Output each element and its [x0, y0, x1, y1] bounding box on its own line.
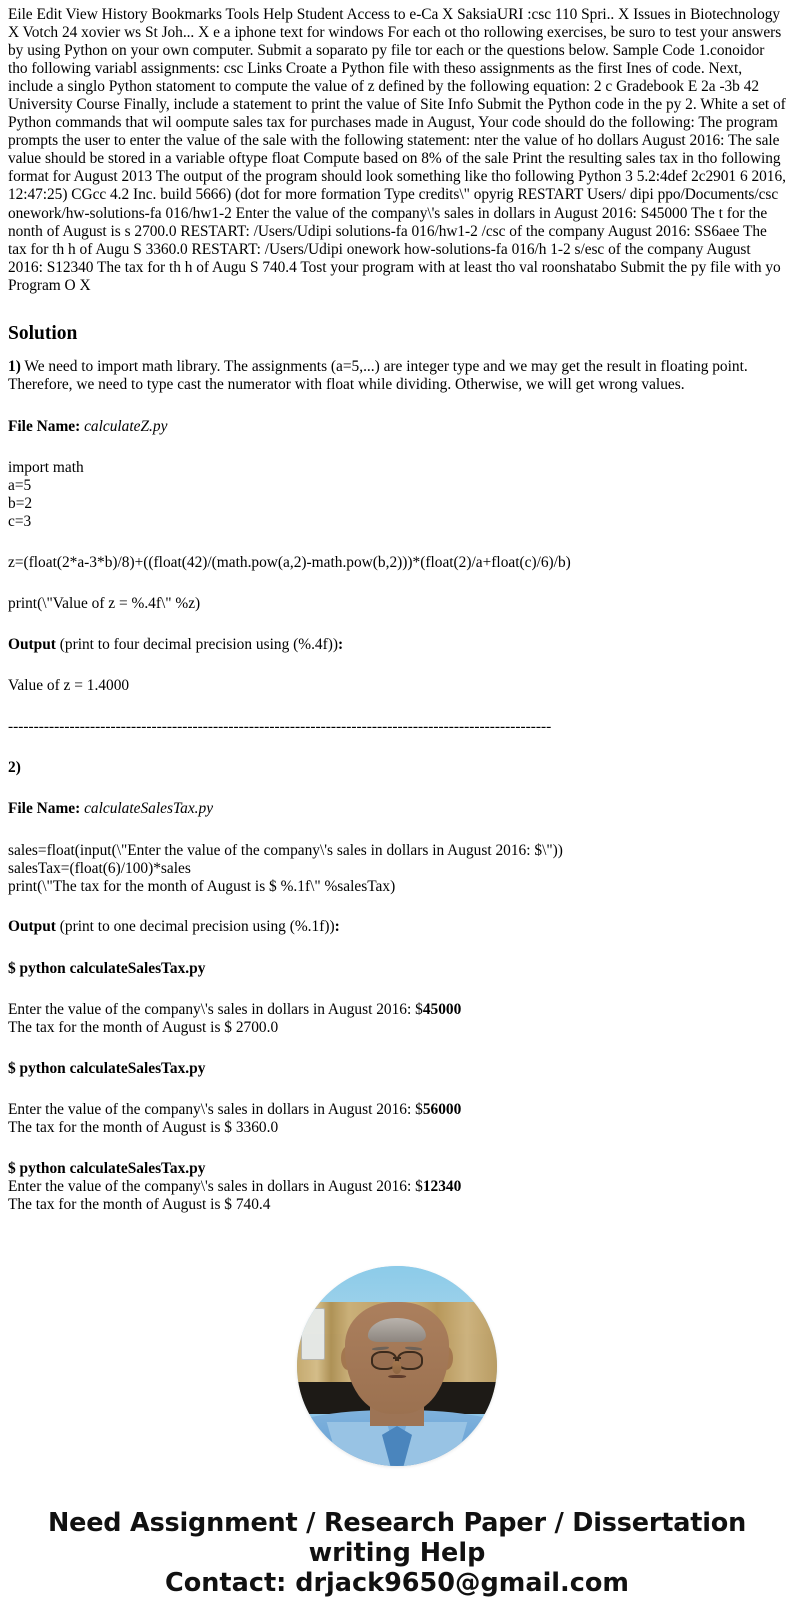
terminal-prompt-line	[8, 1178, 786, 1196]
part2-file-name: calculateSalesTax.py	[84, 800, 214, 818]
terminal-prompt-text: Enter the value of the company\'s sales in dollars in August 2016: $	[8, 1001, 423, 1019]
part2-output-header	[8, 918, 786, 936]
part1-code-block	[8, 459, 786, 531]
spacer	[8, 1037, 786, 1060]
assignment-prompt-text: Eile Edit View History Bookmarks Tools Help Student Access to e-Ca X SaksiaURI :csc 110 Spri.. X Issues in Biotechnology X Votch 24 xovier ws St Joh... X e a iphone text for windows For each ot tho rollowing exercises, be suro to test your answers by using Python on your own computer. Submit a soparato py file tor each or the questions below. Sample Code 1.conoidor tho following variabl assignments: csc Links Croate a Python file with theso assignments as the first Ines of code. Next, include a singlo Python statoment to compute the value of z defined by the following equation: 2 c Gradebook E 2a -3b 42 University Course Finally, include a statement to print the value of Site Info Submit the Python code in the py 2. White a set of Python commands that wil oompute sales tax for purchases made in August, Your code should do the following: The program prompts the user to enter the value of the sale with the following statement: nter the value of ho dollars August 2016: The sale value should be stored in a variable oftype float Compute based on 8% of the sale Print the resulting sales tax in tho following format for August 2013 The output of the program should look something like tho following Python 3 5.2:4def 2c2901 6 2016, 12:47:25) CGcc 4.2 Inc. build 5666) (dot for more formation Type credits\" opyrig RESTART Users/ dipi ppo/Documents/csc onework/hw-solutions-fa 016/hw1-2 Enter the value of the company\'s sales in dollars in August 2016: S45000 The t for the nonth of August is s 2700.0 RESTART: /Users/Udipi solutions-fa 016/hw1-2 /csc of the company August 2016: SS6aee The tax for th h of Augu S 3360.0 RESTART: /Users/Udipi onework how-solutions-fa 016/h 1-2 s/esc of the company August 2016: S12340 The tax for th h of Augu S 740.4 Tost your program with at least tho val roonshatabo Submit the py file with yo Program O X	[8, 6, 786, 294]
code-line: a=5	[8, 476, 32, 494]
part1-code-print: print(\"Value of z = %.4f\" %z)	[8, 594, 201, 612]
part1-number: 1)	[8, 358, 21, 376]
spacer	[8, 572, 786, 595]
terminal-result-line: The tax for the month of August is $ 740.4	[8, 1196, 271, 1214]
part2-output-label: Output	[8, 918, 56, 936]
photo-hair	[368, 1318, 426, 1343]
spacer	[8, 777, 786, 800]
code-line: b=2	[8, 494, 33, 512]
part2-output-colon: :	[334, 918, 340, 936]
part1-explanation-text: We need to import math library. The assignments (a=5,...) are integer type and we may get the result in floating point. Therefore, we need to type cast the numerator with float while dividing. Otherwise, we will get wrong values.	[8, 358, 748, 394]
spacer	[8, 895, 786, 918]
part1-output-note: (print to four decimal precision using (%.4f))	[55, 635, 338, 653]
terminal-result-line: The tax for the month of August is $ 2700.0	[8, 1018, 279, 1036]
photo-eyebrow-left	[372, 1346, 389, 1351]
part2-number: 2)	[8, 759, 21, 777]
avatar-container	[8, 1266, 786, 1466]
photo-mouth	[388, 1375, 406, 1379]
terminal-command	[8, 960, 786, 978]
terminal-result-line: The tax for the month of August is $ 3360.0	[8, 1119, 279, 1137]
solution-heading: Solution	[8, 322, 78, 344]
terminal-command-text: $ python calculateSalesTax.py	[8, 1159, 206, 1177]
terminal-command	[8, 1060, 786, 1078]
code-line: import math	[8, 459, 84, 477]
spacer	[8, 395, 786, 418]
terminal-prompt-text: Enter the value of the company\'s sales in dollars in August 2016: $	[8, 1178, 423, 1196]
part1-output-header	[8, 636, 786, 654]
terminal-entered-value: 56000	[422, 1101, 462, 1119]
code-line: c=3	[8, 512, 32, 530]
part2-output-note: (print to one decimal precision using (%.1f))	[55, 918, 335, 936]
part1-output-value: Value of z = 1.4000	[8, 676, 130, 694]
footer-line-1: Need Assignment / Research Paper / Dissertation	[47, 1508, 747, 1539]
photo-face	[345, 1302, 449, 1414]
terminal-command-text: $ python calculateSalesTax.py	[8, 959, 206, 977]
spacer	[8, 937, 786, 960]
part1-file-name: calculateZ.py	[84, 417, 168, 435]
terminal-command-text: $ python calculateSalesTax.py	[8, 1059, 206, 1077]
part1-file-name-row	[8, 418, 786, 436]
spacer	[8, 654, 786, 677]
part1-explanation-paragraph	[8, 358, 786, 395]
spacer	[8, 1078, 786, 1101]
footer-call-to-action	[8, 1508, 786, 1616]
part2-file-name-row	[8, 800, 786, 818]
terminal-entered-value: 45000	[422, 1001, 462, 1019]
terminal-command	[8, 1160, 786, 1178]
terminal-prompt-text: Enter the value of the company\'s sales in dollars in August 2016: $	[8, 1101, 423, 1119]
avatar	[297, 1266, 497, 1466]
spacer	[8, 1137, 786, 1160]
code-line: salesTax=(float(6)/100)*sales	[8, 859, 191, 877]
part1-output-colon: :	[338, 635, 344, 653]
part2-file-label: File Name:	[8, 800, 81, 818]
part2-code-block	[8, 842, 786, 896]
part1-file-label: File Name:	[8, 417, 81, 435]
terminal-prompt-line	[8, 1001, 786, 1019]
spacer	[8, 819, 786, 842]
spacer	[8, 613, 786, 636]
terminal-entered-value: 12340	[422, 1178, 462, 1196]
spacer	[8, 736, 786, 759]
spacer	[8, 531, 786, 554]
terminal-prompt-line	[8, 1101, 786, 1119]
part1-output-label: Output	[8, 635, 56, 653]
photo-nose	[392, 1361, 401, 1373]
spacer	[8, 695, 786, 718]
photo-glasses-bridge	[393, 1357, 401, 1359]
code-line: print(\"The tax for the month of August is $ %.1f\" %salesTax)	[8, 877, 396, 895]
part1-code-equation: z=(float(2*a-3*b)/8)+((float(42)/(math.pow(a,2)-math.pow(b,2)))*(float(2)/a+float(c)/6)/b)	[8, 553, 571, 571]
section-separator: ----------------------------------------------------------------------------------------------------------	[8, 718, 552, 736]
footer-line-2: writing Help	[308, 1538, 486, 1569]
photo-eyebrow-right	[405, 1346, 422, 1351]
part2-number-row	[8, 759, 786, 777]
spacer	[8, 436, 786, 459]
footer-contact-email[interactable]: Contact: drjack9650@gmail.com	[165, 1568, 629, 1599]
code-line: sales=float(input(\"Enter the value of the company\'s sales in dollars in August 2016: $\"))	[8, 841, 563, 859]
spacer	[8, 978, 786, 1001]
